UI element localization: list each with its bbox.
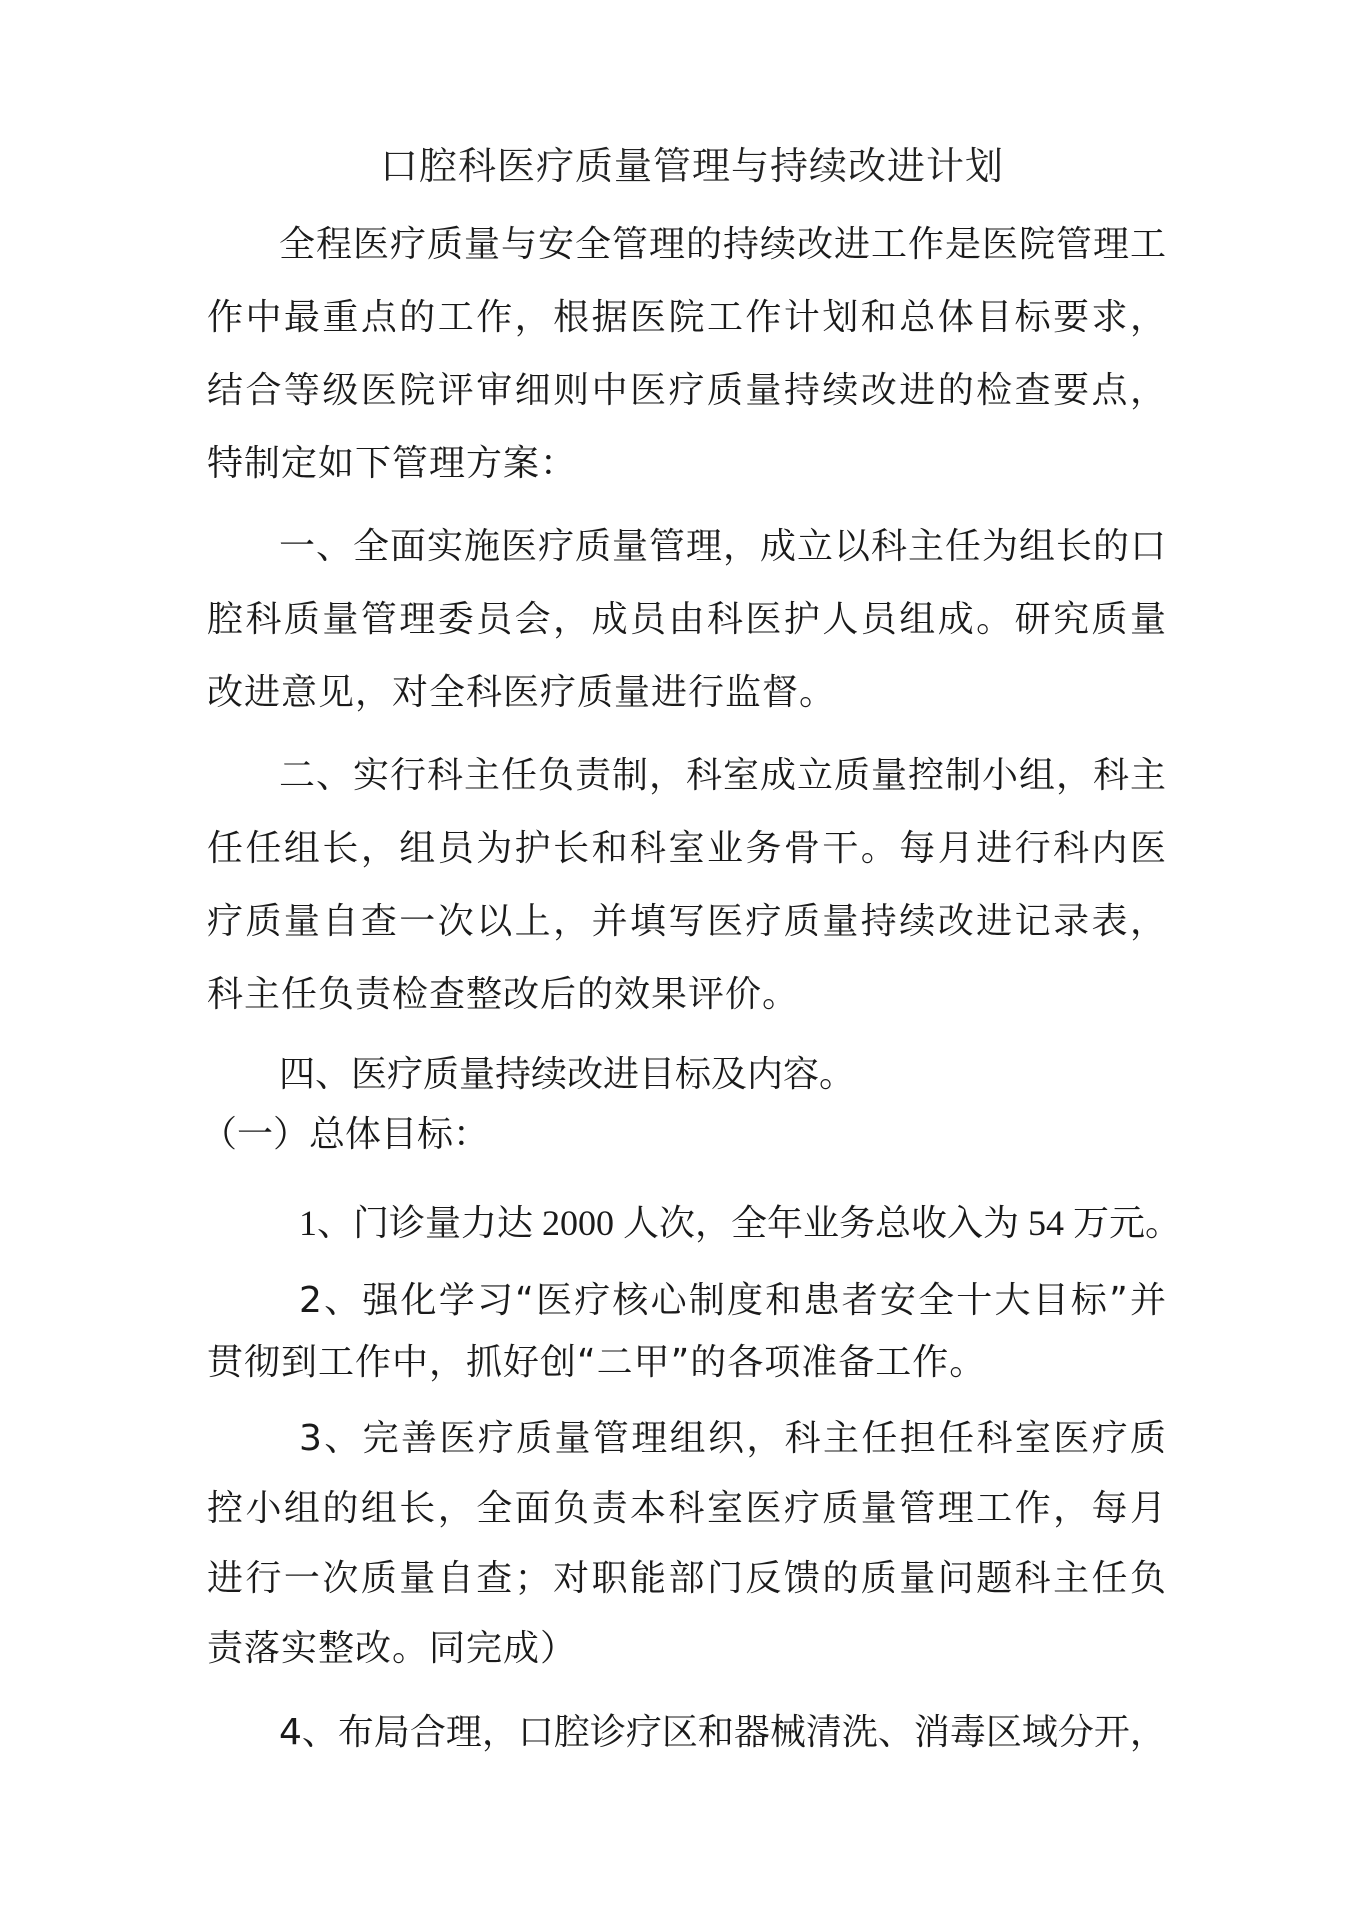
- goal-2-item: 2、强化学习“医疗核心制度和患者安全十大目标”并贯彻到工作中，抓好创“二甲”的各项准备工作。: [207, 1280, 1167, 1383]
- section-1-paragraph: 一、全面实施医疗质量管理，成立以科主任为组长的口腔科质量管理委员会，成员由科医护人员组成。研究质量改进意见，对全科医疗质量进行监督。: [207, 526, 1168, 713]
- document-body: [201, 135, 1182, 1764]
- document-title: 口腔科医疗质量管理与持续改进计划: [379, 144, 1004, 188]
- section-4-heading: 四、医疗质量持续改进目标及内容。: [279, 1054, 856, 1095]
- section-2-paragraph: 二、实行科主任负责制，科室成立质量控制小组，科主任任组长，组员为护长和科室业务骨干。每月进行科内医疗质量自查一次以上，并填写医疗质量持续改进记录表，科主任负责检查整改后的效果评价。: [207, 755, 1168, 1015]
- goal-1-item: 1、门诊量力达 2000 人次，全年业务总收入为 54 万元。: [299, 1203, 1182, 1243]
- goal-4-item: 4、布局合理，口腔诊疗区和器械清洗、消毒区域分开，: [279, 1712, 1166, 1753]
- subsection-1-heading: （一）总体目标：: [201, 1114, 490, 1155]
- goal-3-item: 3、完善医疗质量管理组织，科主任担任科室医疗质控小组的组长，全面负责本科室医疗质量管理工作，每月进行一次质量自查；对职能部门反馈的质量问题科主任负责落实整改。同完成）: [207, 1418, 1167, 1669]
- intro-paragraph: 全程医疗质量与安全管理的持续改进工作是医院管理工作中最重点的工作，根据医院工作计划和总体目标要求，结合等级医院评审细则中医疗质量持续改进的检查要点，特制定如下管理方案：: [207, 224, 1168, 484]
